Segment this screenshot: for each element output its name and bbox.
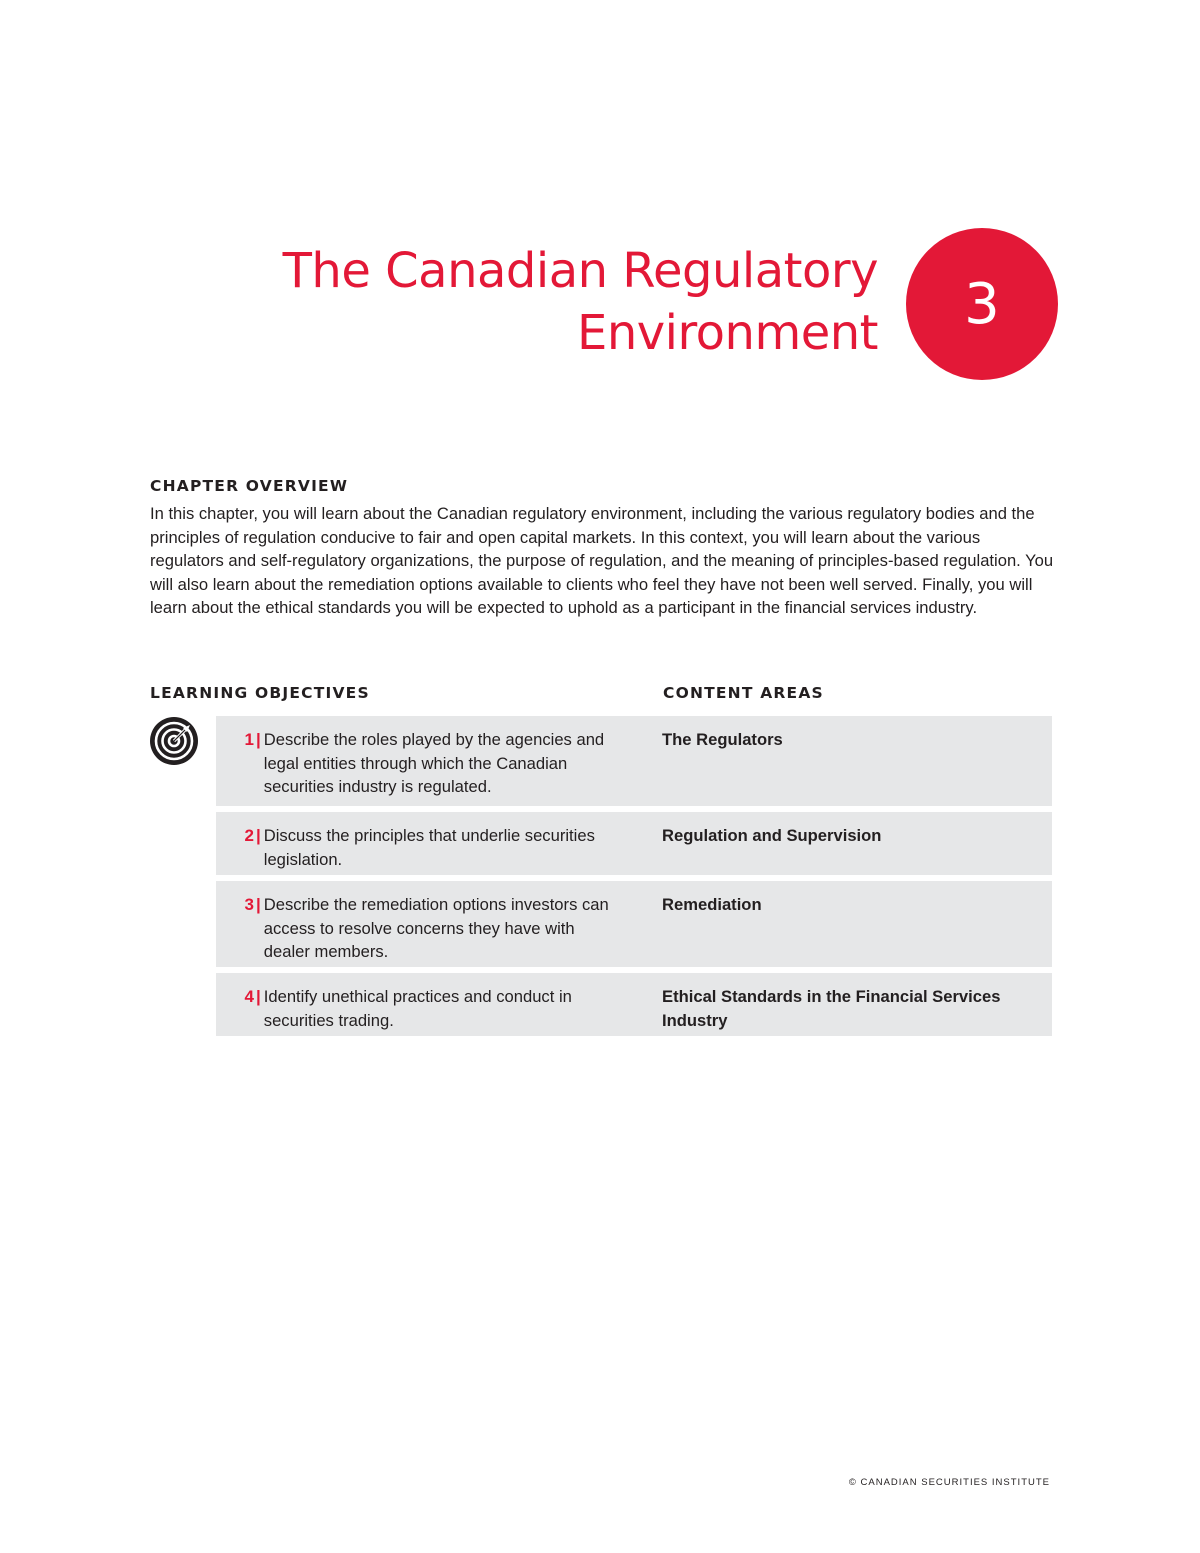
- chapter-title-line-1: The Canadian Regulatory: [282, 243, 878, 299]
- target-icon: [149, 716, 199, 766]
- copyright-footer: © CANADIAN SECURITIES INSTITUTE: [848, 1477, 1050, 1488]
- objective-row: [216, 973, 1052, 1036]
- objective-separator: |: [256, 987, 261, 1006]
- objective-row: [216, 812, 1052, 875]
- chapter-title: [283, 240, 878, 364]
- objective-number: 2: [244, 826, 254, 845]
- content-area: Remediation: [662, 895, 762, 914]
- chapter-overview-heading: CHAPTER OVERVIEW: [150, 477, 349, 495]
- content-area: The Regulators: [662, 730, 783, 749]
- objective-text: Discuss the principles that underlie securities legislation.: [263, 826, 595, 869]
- chapter-number-badge: 3: [906, 228, 1058, 380]
- chapter-overview-text: In this chapter, you will learn about the Canadian regulatory environment, including the various regulatory bodies and the principles of regulation conducive to fair and open capital markets. In this context, you will learn about the various regulators and self-regulatory organizations, the purpose of regulation, and the meaning of principles-based regulation. You will also learn about the remediation options available to clients who feel they have not been well served. Finally, you will learn about the ethical standards you will be expected to uphold as a participant in the financial services industry.: [150, 504, 1054, 618]
- objective-text: Describe the roles played by the agencies and legal entities through which the Canadian securities industry is regulated.: [263, 730, 605, 796]
- content-areas-heading: CONTENT AREAS: [663, 684, 824, 702]
- learning-objectives-heading: LEARNING OBJECTIVES: [150, 684, 370, 702]
- objective-row: [216, 881, 1052, 967]
- objective-number: 4: [244, 987, 254, 1006]
- content-area: Regulation and Supervision: [662, 826, 882, 845]
- objective-text: Describe the remediation options investors can access to resolve concerns they have with dealer members.: [263, 895, 609, 961]
- learning-objectives-table: [216, 716, 1052, 1042]
- content-area: Ethical Standards in the Financial Services Industry: [662, 987, 1001, 1030]
- objective-row: [216, 716, 1052, 806]
- objective-number: 1: [244, 730, 254, 749]
- chapter-title-line-2: Environment: [577, 305, 878, 361]
- objective-text: Identify unethical practices and conduct in securities trading.: [263, 987, 572, 1030]
- objective-separator: |: [256, 730, 261, 749]
- objective-separator: |: [256, 826, 261, 845]
- objective-number: 3: [244, 895, 254, 914]
- objective-separator: |: [256, 895, 261, 914]
